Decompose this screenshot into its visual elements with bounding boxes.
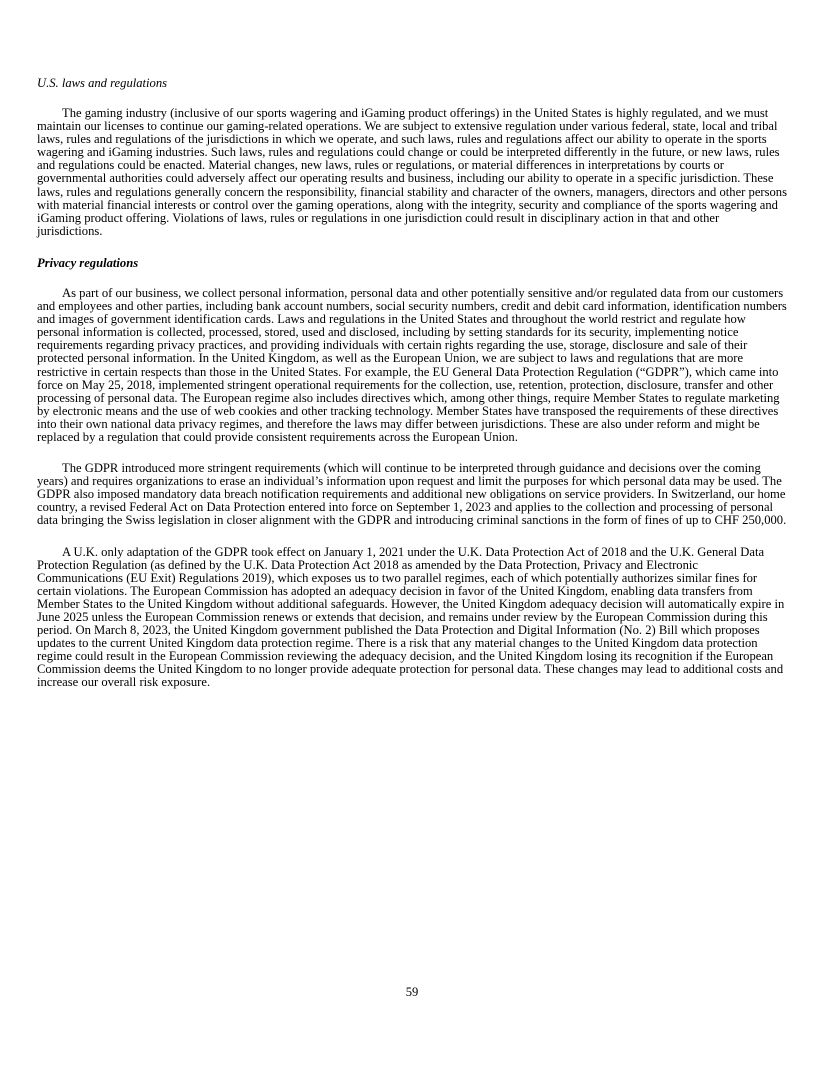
paragraph-us-laws: The gaming industry (inclusive of our sports wagering and iGaming product offerings) in the United States is highly regulated, and we must maintain our licenses to continue our gaming-related operations. We are subject to extensive regulation under various federal, state, local and tribal laws, rules and regulations of the jurisdictions in which we operate, and such laws, rules and regulations affect our ability to operate in the sports wagering and iGaming industries. Such laws, rules and regulations could change or could be interpreted differently in the future, or new laws, rules and regulations could be enacted. Material changes, new laws, rules or regulations, or material differences in interpretations by courts or governmental authorities could adversely affect our operating results and business, including our ability to operate in a specific jurisdiction. These laws, rules and regulations generally concern the responsibility, financial stability and character of the owners, managers, directors and other persons with material financial interests or control over the gaming operations, along with the integrity, security and compliance of the sports wagering and iGaming product offering. Violations of laws, rules or regulations in one jurisdiction could result in disciplinary action in that and other jurisdictions.	[37, 106, 788, 238]
paragraph-privacy-collection: As part of our business, we collect personal information, personal data and other potentially sensitive and/or regulated data from our customers and employees and other parties, including bank account numbers, social security numbers, credit and debit card information, identification numbers and images of government identification cards. Laws and regulations in the United States and throughout the world restrict and regulate how personal information is collected, processed, stored, used and disclosed, including by setting standards for its security, implementing notice requirements regarding privacy practices, and providing individuals with certain rights regarding the use, storage, disclosure and sale of their protected personal information. In the United Kingdom, as well as the European Union, we are subject to laws and regulations that are more restrictive in certain respects than those in the United States. For example, the EU General Data Protection Regulation (“GDPR”), which came into force on May 25, 2018, implemented stringent operational requirements for the collection, use, retention, protection, disclosure, transfer and other processing of personal data. The European regime also includes directives which, among other things, require Member States to regulate marketing by electronic means and the use of web cookies and other tracking technology. Member States have transposed the requirements of these directives into their own national data privacy regimes, and therefore the laws may differ between jurisdictions. These are also under reform and might be replaced by a regulation that could provide consistent requirements across the European Union.	[37, 285, 787, 444]
section-heading-us-laws: U.S. laws and regulations	[37, 76, 168, 90]
section-heading-privacy: Privacy regulations	[37, 255, 139, 270]
page-number: 59	[405, 985, 419, 999]
paragraph-gdpr: The GDPR introduced more stringent requirements (which will continue to be interpreted through guidance and decisions over the coming years) and requires organizations to erase an individual’s information upon request and limit the purposes for which personal data may be used. The GDPR also imposed mandatory data breach notification requirements and additional new obligations on service providers. In Switzerland, our home country, a revised Federal Act on Data Protection entered into force on September 1, 2023 and applies to the collection and processing of personal data bringing the Swiss legislation in closer alignment with the GDPR and introducing criminal sanctions in the form of fines of up to CHF 250,000.	[37, 461, 787, 528]
paragraph-uk-gdpr: A U.K. only adaptation of the GDPR took effect on January 1, 2021 under the U.K. Data Protection Act of 2018 and the U.K. General Data Protection Regulation (as defined by the U.K. Data Protection Act 2018 as amended by the Data Protection, Privacy and Electronic Communications (EU Exit) Regulations 2019), which exposes us to two parallel regimes, each of which potentially authorizes similar fines for certain violations. The European Commission has adopted an adequacy decision in favor of the United Kingdom, enabling data transfers from Member States to the United Kingdom without additional safeguards. However, the United Kingdom adequacy decision will automatically expire in June 2025 unless the European Commission renews or extends that decision, and remains under review by the European Commission during this period. On March 8, 2023, the United Kingdom government published the Data Protection and Digital Information (No. 2) Bill which proposes updates to the current United Kingdom data protection regime. There is a risk that any material changes to the United Kingdom data protection regime could result in the European Commission reviewing the adequacy decision, and the United Kingdom losing its recognition if the European Commission deems the United Kingdom to no longer provide adequate protection for personal data. These changes may lead to additional costs and increase our overall risk exposure.	[37, 544, 785, 690]
document-page	[37, 76, 787, 708]
